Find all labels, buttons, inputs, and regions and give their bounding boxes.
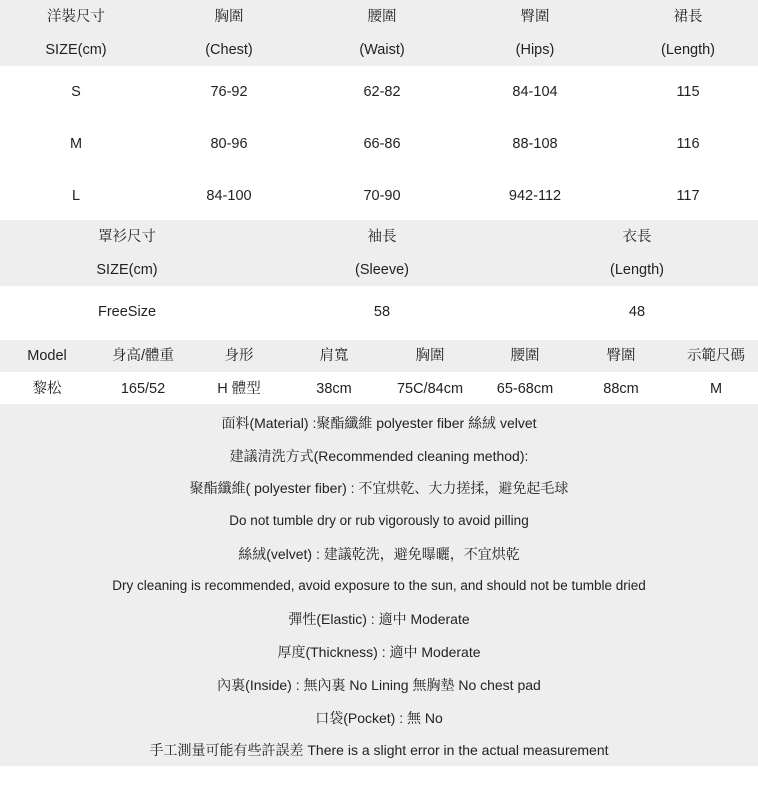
note-measurement-error: 手工測量可能有些許誤差 There is a slight error in the actual measurement [149, 742, 609, 758]
model-cell-height-weight: 165/52 [120, 381, 166, 397]
dress-header-size: 洋裝尺寸 [47, 9, 105, 25]
note-elastic: 彈性(Elastic) : 適中 Moderate [288, 611, 470, 627]
dress-cell-hips: 84-104 [512, 84, 558, 100]
model-header-chest: 胸圍 [415, 348, 445, 364]
model-cell-hips: 88cm [603, 381, 639, 397]
dress-header-hips: 臀圍 [520, 9, 550, 25]
shirt-cell-size: FreeSize [97, 304, 157, 320]
dress-cell-waist: 70-90 [363, 188, 401, 204]
note-thickness: 厚度(Thickness) : 適中 Moderate [277, 644, 481, 660]
dress-cell-waist: 62-82 [363, 84, 401, 100]
dress-cell-chest: 84-100 [206, 188, 252, 204]
dress-cell-length: 117 [676, 188, 700, 204]
shirt-header-length: 衣長 [622, 229, 652, 245]
shirt-header-length-en: (Length) [609, 262, 665, 278]
note-polyester-care-en: Do not tumble dry or rub vigorously to avoid pilling [229, 513, 529, 528]
dress-cell-length: 115 [676, 84, 700, 100]
shirt-header-sleeve-en: (Sleeve) [355, 262, 409, 278]
note-cleaning-method: 建議清洗方式(Recommended cleaning method): [229, 448, 529, 464]
model-header-hips: 臀圍 [606, 348, 636, 364]
dress-cell-chest: 76-92 [210, 84, 248, 100]
model-header-height-weight: 身高/體重 [111, 348, 175, 364]
dress-cell-size: L [71, 188, 81, 204]
dress-cell-hips: 942-112 [508, 188, 562, 204]
dress-header-waist: 腰圍 [367, 9, 397, 25]
dress-header-waist-en: (Waist) [359, 42, 405, 58]
dress-cell-chest: 80-96 [210, 136, 248, 152]
note-pocket: 口袋(Pocket) : 無 No [315, 710, 443, 726]
model-cell-body-shape: H 體型 [217, 381, 261, 397]
dress-cell-size: S [71, 84, 81, 100]
shirt-cell-length: 48 [628, 304, 646, 320]
dress-header-length: 裙長 [673, 9, 703, 25]
dress-header-size-en: SIZE(cm) [45, 42, 107, 58]
dress-header-length-en: (Length) [660, 42, 716, 58]
shirt-cell-sleeve: 58 [373, 304, 391, 320]
shirt-header-sleeve: 袖長 [367, 229, 397, 245]
note-lining: 內裏(Inside) : 無內裏 No Lining 無胸墊 No chest pad [217, 677, 541, 693]
dress-header-chest-en: (Chest) [205, 42, 253, 58]
model-cell-chest: 75C/84cm [396, 381, 464, 397]
model-header-sample-size: 示範尺碼 [687, 348, 745, 364]
model-header-body-shape: 身形 [224, 348, 254, 364]
shirt-header-size-en: SIZE(cm) [96, 262, 158, 278]
dress-header-hips-en: (Hips) [515, 42, 555, 58]
shirt-header-size: 罩衫尺寸 [98, 229, 156, 245]
dress-cell-size: M [69, 136, 83, 152]
note-material: 面料(Material) :聚酯纖維 polyester fiber 絲絨 velvet [221, 415, 537, 431]
note-velvet-care: 絲絨(velvet) : 建議乾洗，避免曝曬，不宜烘乾 [238, 546, 520, 562]
model-header-waist: 腰圍 [510, 348, 540, 364]
model-cell-waist: 65-68cm [496, 381, 554, 397]
model-cell-sample-size: M [709, 381, 723, 397]
note-polyester-care: 聚酯纖維( polyester fiber) : 不宜烘乾、大力搓揉，避免起毛球 [189, 480, 569, 496]
model-cell-name: 黎松 [32, 381, 62, 397]
model-header-shoulder: 肩寬 [319, 348, 349, 364]
dress-cell-waist: 66-86 [363, 136, 401, 152]
dress-header-chest: 胸圍 [214, 9, 244, 25]
model-cell-shoulder: 38cm [316, 381, 352, 397]
model-header-name: Model [27, 348, 67, 364]
dress-cell-hips: 88-108 [512, 136, 558, 152]
dress-cell-length: 116 [676, 136, 700, 152]
note-velvet-care-en: Dry cleaning is recommended, avoid exposure to the sun, and should not be tumble dried [112, 578, 646, 593]
